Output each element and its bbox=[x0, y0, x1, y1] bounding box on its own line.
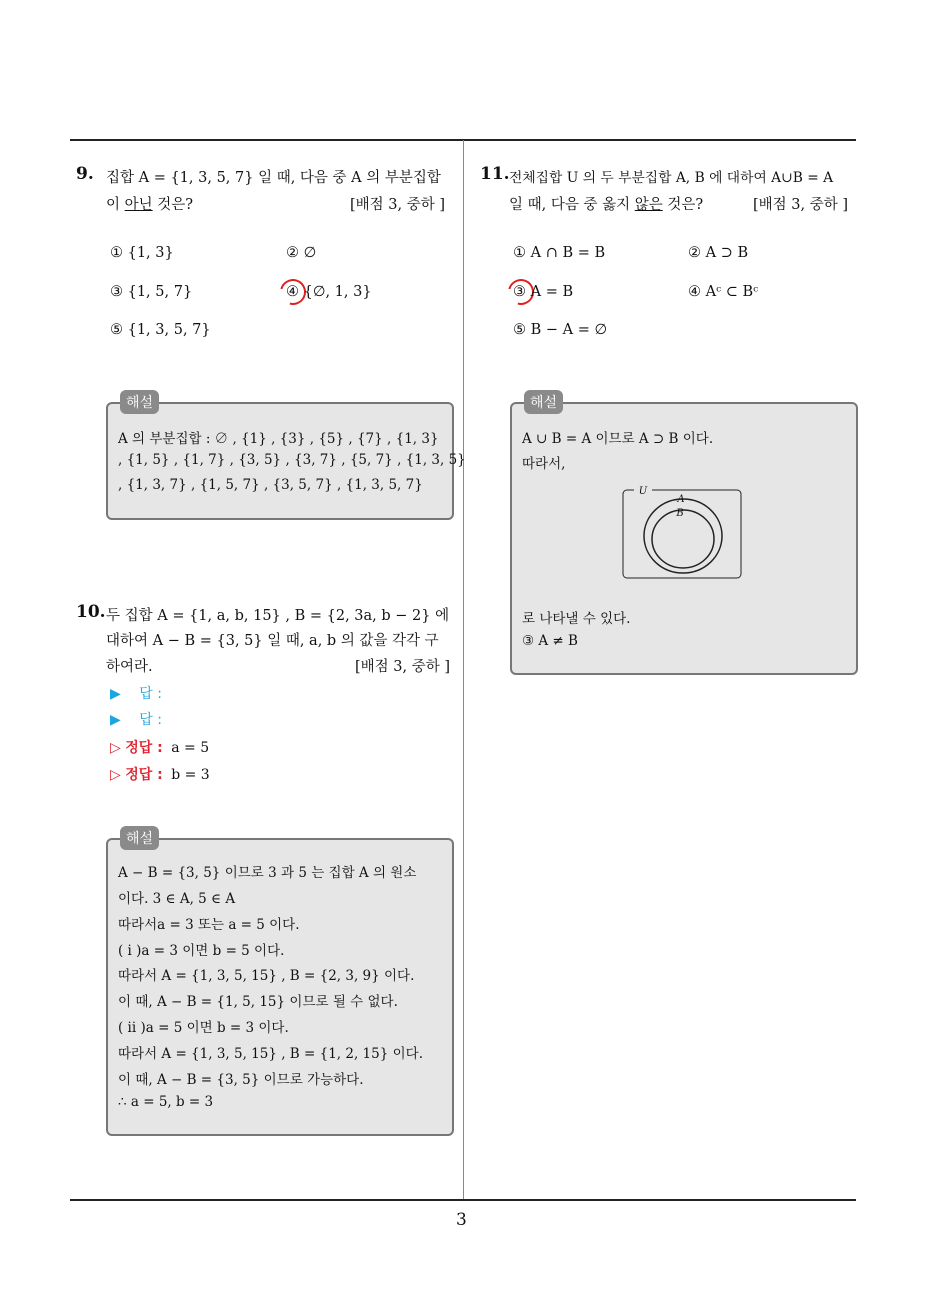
choice-2[interactable]: ② A ⊃ B bbox=[688, 245, 749, 261]
explanation-line: 이 때, A − B = {1, 5, 15} 이므로 될 수 없다. bbox=[118, 994, 398, 1010]
correct-row-1 bbox=[110, 737, 209, 757]
explanation-line: 로 나타낼 수 있다. bbox=[522, 611, 631, 627]
triangle-outline-icon: ▷ bbox=[110, 740, 121, 756]
correct-value: b = 3 bbox=[171, 767, 210, 783]
explanation-line: 이 때, A − B = {3, 5} 이므로 가능하다. bbox=[118, 1072, 364, 1088]
answer-label: 답 : bbox=[139, 686, 162, 702]
answer-row-1 bbox=[110, 683, 162, 703]
page-number: 3 bbox=[456, 1210, 467, 1230]
venn-label-a: A bbox=[677, 494, 685, 505]
venn-label-b: B bbox=[676, 508, 684, 519]
explanation-line: ③ A ≠ B bbox=[522, 633, 578, 649]
venn-label-u: U bbox=[638, 486, 648, 497]
explanation-line: 따라서, bbox=[522, 456, 566, 472]
explanation-line: ∴ a = 5, b = 3 bbox=[118, 1094, 214, 1110]
question-number: 9. bbox=[76, 164, 94, 184]
bottom-rule bbox=[70, 1199, 856, 1201]
explanation-line: A 의 부분집합 : ∅ , {1} , {3} , {5} , {7} , {1, 3} bbox=[118, 431, 439, 447]
explanation-box bbox=[106, 838, 454, 1136]
answer-label: 답 : bbox=[139, 712, 162, 728]
question-number: 11. bbox=[480, 164, 510, 184]
venn-diagram bbox=[620, 484, 746, 582]
explanation-line: 따라서 A = {1, 3, 5, 15} , B = {2, 3, 9} 이다. bbox=[118, 968, 415, 984]
choice-3[interactable]: ③ A = B bbox=[513, 284, 574, 300]
correct-value: a = 5 bbox=[171, 740, 210, 756]
question-text-line2: 이 아닌 것은? bbox=[106, 197, 194, 213]
explanation-tag: 해설 bbox=[120, 390, 159, 414]
explanation-line: A ∪ B = A 이므로 A ⊃ B 이다. bbox=[522, 431, 714, 447]
question-number: 10. bbox=[76, 602, 106, 622]
explanation-line: 따라서 A = {1, 3, 5, 15} , B = {1, 2, 15} 이다. bbox=[118, 1046, 423, 1062]
explanation-line: , {1, 5} , {1, 7} , {3, 5} , {3, 7} , {5, 7} , {1, 3, 5} bbox=[118, 452, 466, 468]
question-text-line2: 일 때, 다음 중 옳지 않은 것은? bbox=[509, 197, 704, 213]
question-text-line3: 하여라. bbox=[106, 659, 153, 675]
explanation-line: 따라서a = 3 또는 a = 5 이다. bbox=[118, 917, 300, 933]
score-label: [배점 3, 중하 ] bbox=[350, 197, 446, 213]
choice-1[interactable]: ① A ∩ B = B bbox=[513, 245, 606, 261]
triangle-outline-icon: ▷ bbox=[110, 767, 121, 783]
question-text-line2: 대하여 A − B = {3, 5} 일 때, a, b 의 값을 각각 구 bbox=[106, 633, 439, 649]
choice-2[interactable]: ② ∅ bbox=[286, 245, 317, 261]
choice-5[interactable]: ⑤ {1, 3, 5, 7} bbox=[110, 322, 211, 338]
choice-3[interactable]: ③ {1, 5, 7} bbox=[110, 284, 193, 300]
correct-label: 정답 : bbox=[125, 767, 163, 783]
choice-1[interactable]: ① {1, 3} bbox=[110, 245, 174, 261]
score-label: [배점 3, 중하 ] bbox=[753, 197, 849, 213]
choice-4[interactable]: ④ Aᶜ ⊂ Bᶜ bbox=[688, 284, 759, 300]
explanation-line: , {1, 3, 7} , {1, 5, 7} , {3, 5, 7} , {1, 3, 5, 7} bbox=[118, 477, 423, 493]
question-text-line1: 집합 A = {1, 3, 5, 7} 일 때, 다음 중 A 의 부분집합 bbox=[106, 170, 441, 186]
explanation-tag: 해설 bbox=[524, 390, 563, 414]
explanation-line: 이다. 3 ∈ A, 5 ∈ A bbox=[118, 891, 236, 907]
arrow-icon: ▶ bbox=[110, 686, 121, 702]
column-divider bbox=[463, 140, 464, 1200]
correct-row-2 bbox=[110, 764, 210, 784]
question-text-line1: 두 집합 A = {1, a, b, 15} , B = {2, 3a, b − 2} 에 bbox=[106, 608, 450, 624]
arrow-icon: ▶ bbox=[110, 712, 121, 728]
choice-5[interactable]: ⑤ B − A = ∅ bbox=[513, 322, 608, 338]
explanation-line: ( ii )a = 5 이면 b = 3 이다. bbox=[118, 1020, 289, 1036]
explanation-tag: 해설 bbox=[120, 826, 159, 850]
explanation-line: A − B = {3, 5} 이므로 3 과 5 는 집합 A 의 원소 bbox=[118, 865, 417, 881]
choice-4[interactable]: ④ {∅, 1, 3} bbox=[286, 284, 372, 300]
question-text-line1: 전체집합 U 의 두 부분집합 A, B 에 대하여 A∪B = A bbox=[509, 170, 834, 186]
explanation-line: ( i )a = 3 이면 b = 5 이다. bbox=[118, 943, 285, 959]
answer-row-2 bbox=[110, 709, 162, 729]
score-label: [배점 3, 중하 ] bbox=[355, 659, 451, 675]
correct-label: 정답 : bbox=[125, 740, 163, 756]
